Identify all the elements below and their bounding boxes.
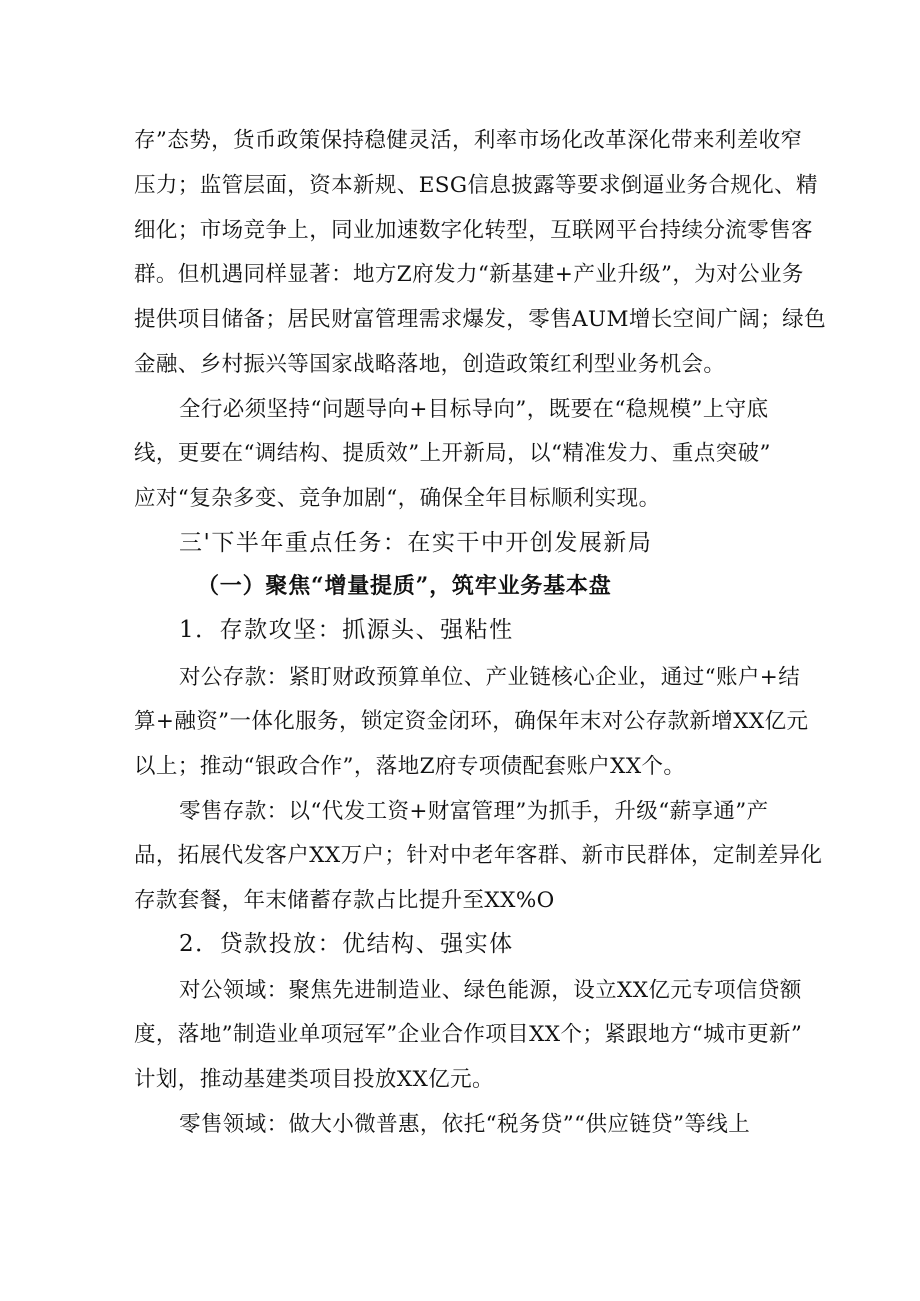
paragraph-line: 应对“复杂多变、竞争加剧“，确保全年目标顺利实现。 [134,486,661,511]
paragraph-line: 全行必须坚持“问题导向+目标导向”，既要在“稳规模”上守底 [179,397,769,422]
paragraph-line: 度，落地”制造业单项冠军”企业合作项目XX个；紧跟地方“城市更新” [134,1022,803,1047]
section-heading: 三'下半年重点任务：在实干中开创发展新局 [179,530,653,556]
item-heading: 2．贷款投放：优结构、强实体 [179,931,514,957]
paragraph-line: 存”态势，货币政策保持稳健灵活，利率市场化改革深化带来利差收窄 [134,128,803,153]
paragraph-line: 对公存款：紧盯财政预算单位、产业链核心企业，通过“账户+结 [179,665,801,690]
paragraph-line: 群。但机遇同样显著：地方Z府发力“新基建+产业升级”，为对公业务 [134,262,804,287]
paragraph-line: 存款套餐，年末储蓄存款占比提升至XX%O [134,888,555,913]
paragraph-line: 零售领域：做大小微普惠，依托“税务贷”“供应链贷”等线上 [179,1112,751,1137]
paragraph-line: 以上；推动“银政合作”，落地Z府专项债配套账户XX个。 [134,754,686,779]
paragraph-line: 对公领域：聚焦先进制造业、绿色能源，设立XX亿元专项信贷额 [179,978,802,1003]
paragraph-line: 细化；市场竞争上，同业加速数字化转型，互联网平台持续分流零售客 [134,218,813,243]
paragraph-line: 线，更要在“调结构、提质效”上开新局，以“精准发力、重点突破” [134,441,771,466]
paragraph-line: 计划，推动基建类项目投放XX亿元。 [134,1067,494,1092]
paragraph-line: 压力；监管层面，资本新规、ESG信息披露等要求倒逼业务合规化、精 [134,173,818,198]
subsection-heading: （一）聚焦“增量提质”，筑牢业务基本盘 [197,573,612,599]
paragraph-line: 零售存款：以“代发工资+财富管理”为抓手，升级“薪享通”产 [179,799,769,824]
item-heading: 1．存款攻坚：抓源头、强粘性 [179,617,514,643]
paragraph-line: 算+融资”一体化服务，锁定资金闭环，确保年末对公存款新增XX亿元 [134,709,809,734]
paragraph-line: 金融、乡村振兴等国家战略落地，创造政策红利型业务机会。 [134,352,726,377]
paragraph-line: 品，拓展代发客户XX万户；针对中老年客群、新市民群体，定制差异化 [134,843,823,868]
paragraph-line: 提供项目储备；居民财富管理需求爆发，零售AUM增长空间广阔；绿色 [134,307,826,332]
